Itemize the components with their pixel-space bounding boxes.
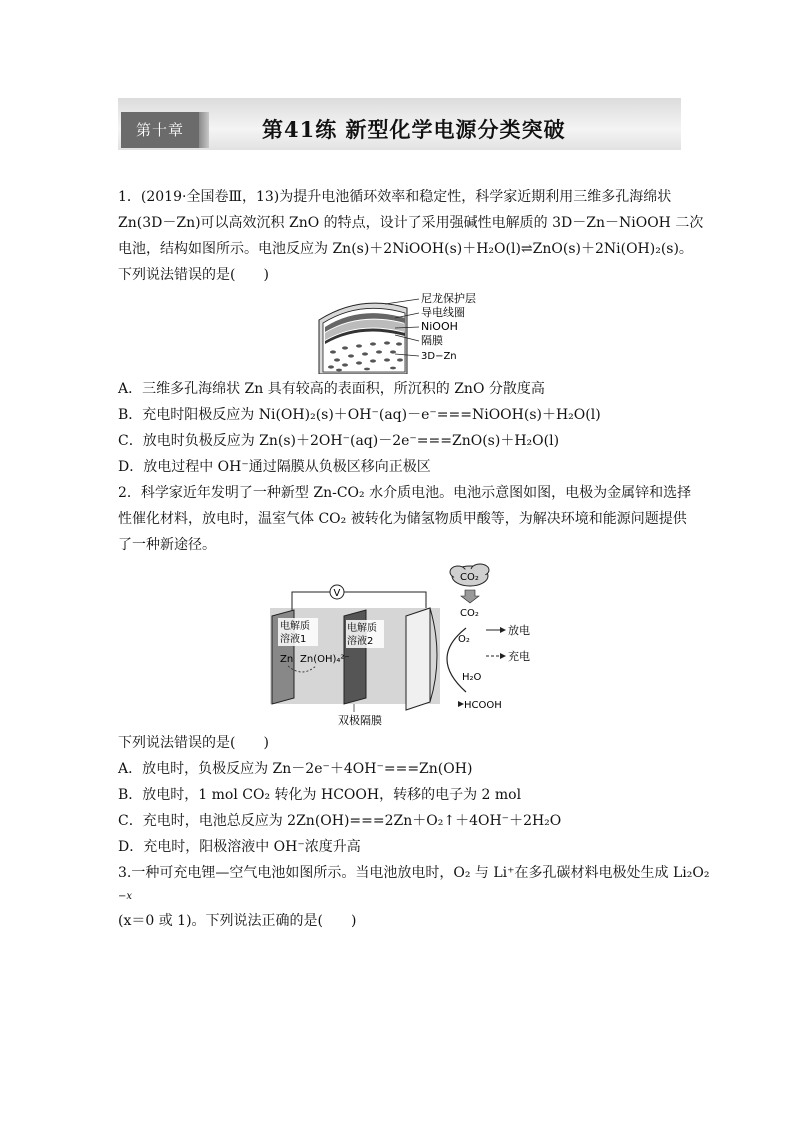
o2-label: O₂ bbox=[458, 634, 470, 645]
tab-notch bbox=[199, 112, 209, 148]
label-3d-zn: 3D−Zn bbox=[421, 351, 457, 362]
catalyst-electrode bbox=[406, 608, 430, 710]
voltmeter-label: V bbox=[333, 588, 341, 599]
q2-option-c: C．充电时，电池总反应为 2Zn(OH)===2Zn＋O₂↑＋4OH⁻＋2H₂O bbox=[118, 813, 562, 829]
q2-option-a: A．放电时，负极反应为 Zn－2e⁻＋4OH⁻===Zn(OH) bbox=[118, 761, 473, 777]
electrolyte2-label-1: 电解质 bbox=[347, 623, 377, 634]
q2-prompt: 下列说法错误的是( ) bbox=[118, 735, 269, 751]
zn-label: Zn bbox=[280, 654, 294, 665]
q1-option-b: B．充电时阳极反应为 Ni(OH)₂(s)＋OH⁻(aq)－e⁻===NiOOH(s)＋H₂O(l) bbox=[118, 407, 601, 423]
electrolyte1-label-2: 溶液1 bbox=[280, 634, 307, 645]
q2-line-3: 了一种新途径。 bbox=[118, 537, 216, 553]
down-arrow-icon bbox=[461, 590, 479, 603]
q3-line-3: (x＝0 或 1)。下列说法正确的是( ) bbox=[118, 913, 357, 929]
electrolyte1-label-1: 电解质 bbox=[280, 621, 310, 632]
zn-oh-label: Zn(OH)₄²⁻ bbox=[300, 654, 350, 665]
q2-line-1: 2．科学家近年发明了一种新型 Zn-CO₂ 水介质电池。电池示意图如图，电极为金属锌和选择 bbox=[118, 485, 692, 501]
discharge-arrow-icon bbox=[500, 627, 506, 633]
q2-line-2: 性催化材料，放电时，温室气体 CO₂ 被转化为储氢物质甲酸等，为解决环境和能源问题提供 bbox=[118, 511, 687, 527]
q3-line-1: 3.一种可充电锂—空气电池如图所示。当电池放电时，O₂ 与 Li⁺在多孔碳材料电极处生成 Li₂O₂ bbox=[118, 865, 710, 881]
q2-option-d: D．充电时，阳极溶液中 OH⁻浓度升高 bbox=[118, 839, 361, 855]
discharge-label: 放电 bbox=[508, 624, 530, 637]
q1-line-4: 下列说法错误的是( ) bbox=[118, 267, 269, 283]
page-title: 第41练 新型化学电源分类突破 bbox=[262, 117, 566, 142]
hcooh-label: HCOOH bbox=[464, 700, 502, 711]
label-niooh: NiOOH bbox=[421, 320, 458, 333]
co2-cloud-label: CO₂ bbox=[460, 572, 479, 583]
q1-line-3: 电池，结构如图所示。电池反应为 Zn(s)＋2NiOOH(s)＋H₂O(l)⇌ZnO(s)＋2Ni(OH)₂(s)。 bbox=[118, 241, 693, 257]
q1-line-2: Zn(3D－Zn)可以高效沉积 ZnO 的特点，设计了采用强碱性电解质的 3D－Zn－NiOOH 二次 bbox=[118, 215, 704, 231]
label-nylon: 尼龙保护层 bbox=[421, 292, 476, 305]
label-separator: 隔膜 bbox=[421, 334, 443, 347]
membrane-label: 双极隔膜 bbox=[338, 714, 382, 727]
h2o-label: H₂O bbox=[462, 672, 482, 683]
q1-option-d: D．放电过程中 OH⁻通过隔膜从负极区移向正极区 bbox=[118, 459, 431, 475]
charge-arrow-icon bbox=[500, 653, 506, 659]
co2-label: CO₂ bbox=[460, 608, 479, 619]
q2-option-b: B．放电时，1 mol CO₂ 转化为 HCOOH，转移的电子为 2 mol bbox=[118, 787, 522, 803]
q1-line-1: 1．(2019·全国卷Ⅲ，13)为提升电池循环效率和稳定性，科学家近期利用三维多孔海绵状 bbox=[118, 189, 672, 205]
q2-zn-co2-cell-figure bbox=[258, 562, 558, 730]
q1-option-c: C．放电时负极反应为 Zn(s)＋2OH⁻(aq)－2e⁻===ZnO(s)＋H₂O(l) bbox=[118, 433, 560, 449]
q1-option-a: A．三维多孔海绵状 Zn 具有较高的表面积，所沉积的 ZnO 分散度高 bbox=[118, 381, 545, 397]
electrolyte2-label-2: 溶液2 bbox=[347, 636, 374, 647]
q1-battery-figure bbox=[315, 290, 495, 374]
charge-label: 充电 bbox=[508, 650, 530, 663]
label-coil: 导电线圈 bbox=[421, 306, 465, 319]
q3-line-2: −x bbox=[118, 891, 133, 902]
chapter-tab: 第十章 bbox=[121, 112, 199, 148]
